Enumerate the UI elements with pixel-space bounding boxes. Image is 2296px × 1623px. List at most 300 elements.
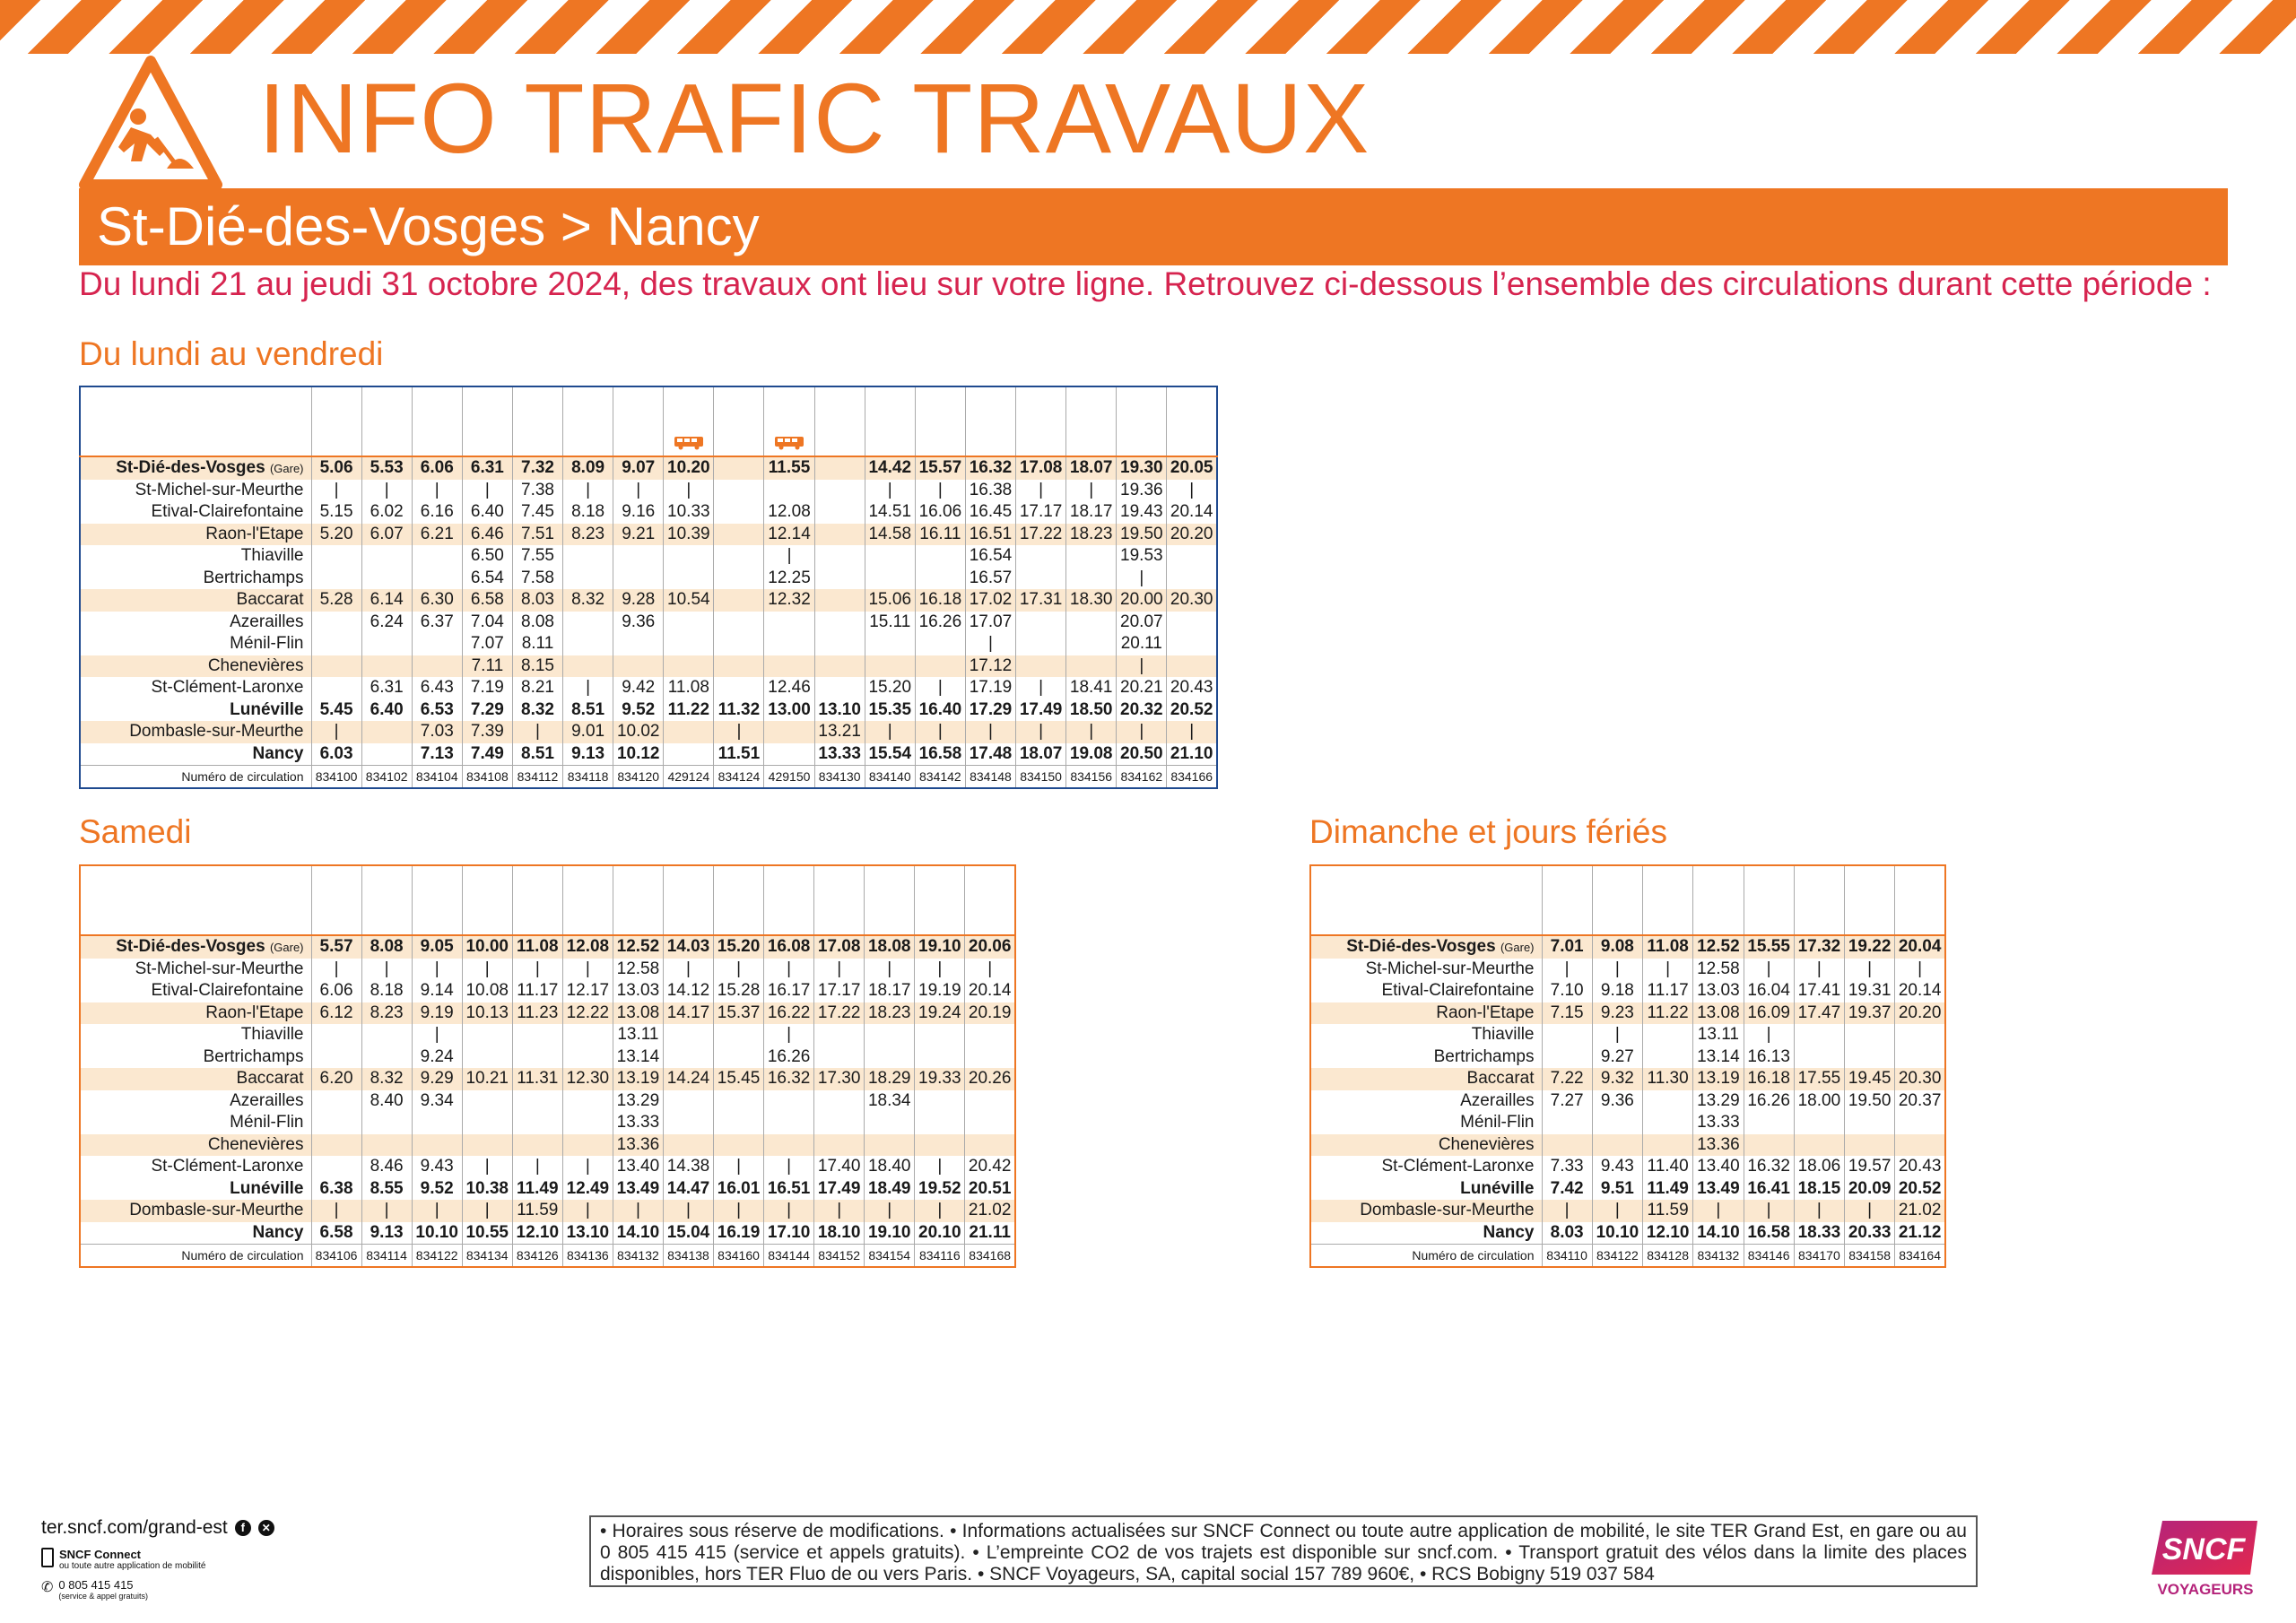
time-cell xyxy=(361,1112,412,1134)
time-cell: 6.38 xyxy=(311,1178,361,1201)
time-cell: 9.52 xyxy=(412,1178,462,1201)
time-cell: 12.08 xyxy=(764,501,814,524)
time-cell: 17.17 xyxy=(1016,501,1066,524)
station-row xyxy=(80,1002,1015,1025)
station-label: Raon-l'Etape xyxy=(205,524,304,543)
time-cell: 17.22 xyxy=(1016,524,1066,546)
time-cell xyxy=(462,1046,512,1069)
time-cell: 11.59 xyxy=(1643,1200,1693,1222)
station-row xyxy=(80,545,1217,568)
time-cell: 19.30 xyxy=(1117,456,1167,480)
time-cell: | xyxy=(965,633,1015,655)
station-label: Ménil-Flin xyxy=(230,1113,304,1133)
time-cell: | xyxy=(563,677,613,699)
time-cell: 11.55 xyxy=(764,456,814,480)
time-cell: 7.58 xyxy=(512,568,562,590)
time-cell: 8.08 xyxy=(361,935,412,959)
route-banner xyxy=(79,188,2228,265)
station-name xyxy=(80,1134,311,1157)
time-cell: 20.37 xyxy=(1895,1090,1945,1113)
station-label: Baccarat xyxy=(236,590,304,610)
time-cell: 10.08 xyxy=(462,980,512,1002)
time-cell: 15.55 xyxy=(1744,935,1794,959)
header-cell xyxy=(663,865,713,935)
time-cell xyxy=(412,545,462,568)
station-label: Bertrichamps xyxy=(203,568,304,587)
time-cell xyxy=(714,1046,764,1069)
header-cell xyxy=(865,865,915,935)
train-number: 834112 xyxy=(512,766,562,789)
time-cell: 13.00 xyxy=(764,699,814,722)
time-cell: 13.29 xyxy=(613,1090,663,1113)
station-row xyxy=(80,524,1217,546)
time-cell: | xyxy=(915,480,965,502)
time-cell xyxy=(664,545,714,568)
time-cell xyxy=(764,1090,814,1113)
time-cell: 9.08 xyxy=(1592,935,1642,959)
time-cell: | xyxy=(1592,1200,1642,1222)
time-cell: 20.30 xyxy=(1167,589,1217,612)
time-cell: 14.58 xyxy=(865,524,915,546)
time-cell: | xyxy=(1744,1200,1794,1222)
time-cell: 20.14 xyxy=(965,980,1015,1002)
time-cell: 7.39 xyxy=(462,721,512,743)
time-cell: 12.46 xyxy=(764,677,814,699)
time-cell xyxy=(1794,1046,1844,1069)
time-cell: 5.45 xyxy=(311,699,361,722)
time-cell: | xyxy=(412,959,462,981)
time-cell: | xyxy=(1845,1200,1895,1222)
time-cell xyxy=(311,677,361,699)
time-cell: | xyxy=(1592,1024,1642,1046)
station-row xyxy=(80,1024,1015,1046)
time-cell xyxy=(663,1046,713,1069)
time-cell xyxy=(814,1134,865,1157)
time-cell: 18.30 xyxy=(1066,589,1117,612)
time-cell: 14.24 xyxy=(663,1068,713,1090)
station-row xyxy=(80,1134,1015,1157)
station-label: Baccarat xyxy=(236,1069,304,1089)
train-number: 834152 xyxy=(814,1245,865,1268)
station-name xyxy=(80,935,311,959)
time-cell: 15.11 xyxy=(865,612,915,634)
header-cell xyxy=(814,865,865,935)
time-cell xyxy=(1592,1112,1642,1134)
time-cell: 19.36 xyxy=(1117,480,1167,502)
time-cell xyxy=(462,1090,512,1113)
station-row xyxy=(80,589,1217,612)
train-number: 834122 xyxy=(412,1245,462,1268)
train-number: 834132 xyxy=(1693,1245,1744,1268)
time-cell: 12.22 xyxy=(562,1002,613,1025)
time-cell xyxy=(664,568,714,590)
facebook-icon[interactable]: f xyxy=(235,1520,251,1536)
time-cell: 13.40 xyxy=(613,1156,663,1178)
header-cell xyxy=(1066,386,1117,456)
time-cell: 7.07 xyxy=(462,633,512,655)
time-cell: 15.54 xyxy=(865,743,915,766)
header-cell xyxy=(613,386,664,456)
station-name xyxy=(1310,1046,1542,1069)
header-cell xyxy=(361,865,412,935)
time-cell: 10.02 xyxy=(613,721,664,743)
time-cell: | xyxy=(412,1024,462,1046)
time-cell: 20.30 xyxy=(1895,1068,1945,1090)
time-cell xyxy=(814,1112,865,1134)
station-name xyxy=(80,1200,311,1222)
time-cell xyxy=(563,633,613,655)
header-blank xyxy=(80,386,311,456)
time-cell xyxy=(1643,1024,1693,1046)
train-number: 834130 xyxy=(814,766,865,789)
time-cell: 8.32 xyxy=(563,589,613,612)
time-cell: 11.22 xyxy=(664,699,714,722)
station-name xyxy=(1310,1112,1542,1134)
time-cell xyxy=(1895,1024,1945,1046)
station-row xyxy=(80,655,1217,678)
time-cell xyxy=(311,612,361,634)
time-cell: 6.06 xyxy=(412,456,462,480)
time-cell: 17.32 xyxy=(1794,935,1844,959)
time-cell: 13.36 xyxy=(1693,1134,1744,1157)
time-cell: 7.49 xyxy=(462,743,512,766)
time-cell: | xyxy=(1066,480,1117,502)
station-row xyxy=(80,980,1015,1002)
time-cell xyxy=(1542,1134,1592,1157)
time-cell xyxy=(1016,568,1066,590)
time-cell: | xyxy=(1643,959,1693,981)
timetable-saturday xyxy=(79,864,1016,1268)
time-cell: | xyxy=(1794,959,1844,981)
time-cell: 19.37 xyxy=(1845,1002,1895,1025)
station-name xyxy=(80,699,311,722)
time-cell xyxy=(664,655,714,678)
time-cell: 19.08 xyxy=(1066,743,1117,766)
time-cell: | xyxy=(412,1200,462,1222)
time-cell xyxy=(361,633,412,655)
time-cell: 17.02 xyxy=(965,589,1015,612)
station-name xyxy=(80,633,311,655)
time-cell xyxy=(714,633,764,655)
time-cell: 14.42 xyxy=(865,456,915,480)
time-cell: | xyxy=(764,1024,814,1046)
station-label: St-Michel-sur-Meurthe xyxy=(135,480,304,499)
time-cell: 13.08 xyxy=(1693,1002,1744,1025)
time-cell: 16.01 xyxy=(714,1178,764,1201)
time-cell xyxy=(915,1134,965,1157)
time-cell xyxy=(1794,1112,1844,1134)
time-cell: 7.27 xyxy=(1542,1090,1592,1113)
time-cell: 14.10 xyxy=(1693,1222,1744,1245)
time-cell: 16.51 xyxy=(764,1178,814,1201)
station-label: Azerailles xyxy=(1460,1090,1535,1110)
time-cell: 13.49 xyxy=(1693,1178,1744,1201)
header-cell xyxy=(915,386,965,456)
station-row xyxy=(80,1178,1015,1201)
time-cell: 11.08 xyxy=(664,677,714,699)
time-cell: 20.43 xyxy=(1895,1156,1945,1178)
time-cell: 8.03 xyxy=(1542,1222,1592,1245)
header-cell xyxy=(512,386,562,456)
station-row xyxy=(1310,1002,1945,1025)
station-name xyxy=(80,524,311,546)
time-cell xyxy=(462,1134,512,1157)
header-cell xyxy=(714,386,764,456)
time-cell: 20.33 xyxy=(1845,1222,1895,1245)
time-cell: 10.10 xyxy=(1592,1222,1642,1245)
time-cell: 13.14 xyxy=(1693,1046,1744,1069)
time-cell: 11.08 xyxy=(1643,935,1693,959)
time-cell: | xyxy=(764,1156,814,1178)
time-cell: 10.13 xyxy=(462,1002,512,1025)
time-cell xyxy=(412,633,462,655)
time-cell: 13.11 xyxy=(613,1024,663,1046)
time-cell: | xyxy=(764,959,814,981)
time-cell xyxy=(865,1134,915,1157)
time-cell xyxy=(1167,545,1217,568)
time-cell: 8.32 xyxy=(512,699,562,722)
time-cell: 5.57 xyxy=(311,935,361,959)
station-row xyxy=(80,721,1217,743)
time-cell: 18.29 xyxy=(865,1068,915,1090)
time-cell xyxy=(714,677,764,699)
time-cell xyxy=(361,721,412,743)
time-cell xyxy=(1167,633,1217,655)
time-cell: 20.42 xyxy=(965,1156,1015,1178)
time-cell: 12.52 xyxy=(613,935,663,959)
time-cell: 13.03 xyxy=(613,980,663,1002)
time-cell: 13.40 xyxy=(1693,1156,1744,1178)
time-cell: 16.26 xyxy=(764,1046,814,1069)
time-cell: | xyxy=(915,959,965,981)
time-cell: 19.50 xyxy=(1117,524,1167,546)
time-cell xyxy=(664,721,714,743)
time-cell: 9.34 xyxy=(412,1090,462,1113)
time-cell xyxy=(865,655,915,678)
station-label: St-Michel-sur-Meurthe xyxy=(135,959,304,978)
time-cell: 9.18 xyxy=(1592,980,1642,1002)
phone-subtitle: (service & appel gratuits) xyxy=(58,1592,148,1601)
header-cell xyxy=(1794,865,1844,935)
time-cell: 20.43 xyxy=(1167,677,1217,699)
time-cell: 12.14 xyxy=(764,524,814,546)
time-cell xyxy=(965,1046,1015,1069)
time-cell xyxy=(663,1134,713,1157)
time-cell: 16.57 xyxy=(965,568,1015,590)
header-cell xyxy=(1895,865,1945,935)
time-cell: 8.21 xyxy=(512,677,562,699)
station-row xyxy=(80,501,1217,524)
time-cell xyxy=(714,568,764,590)
train-number: 834144 xyxy=(764,1245,814,1268)
header-cell xyxy=(412,865,462,935)
time-cell: 9.14 xyxy=(412,980,462,1002)
time-cell: 19.57 xyxy=(1845,1156,1895,1178)
station-label: Raon-l'Etape xyxy=(1436,1002,1535,1022)
station-row xyxy=(1310,1222,1945,1245)
header-cell xyxy=(764,386,814,456)
time-cell: | xyxy=(965,959,1015,981)
time-cell xyxy=(1643,1112,1693,1134)
time-cell: | xyxy=(1117,568,1167,590)
train-number: 834162 xyxy=(1117,766,1167,789)
header-cell xyxy=(1167,386,1217,456)
train-number: 834134 xyxy=(462,1245,512,1268)
time-cell: 17.48 xyxy=(965,743,1015,766)
website-link[interactable]: ter.sncf.com/grand-est xyxy=(41,1517,228,1538)
time-cell: 5.20 xyxy=(311,524,361,546)
time-cell xyxy=(814,456,865,480)
time-cell: 20.52 xyxy=(1167,699,1217,722)
time-cell xyxy=(562,1112,613,1134)
time-cell: 18.08 xyxy=(865,935,915,959)
time-cell: 9.36 xyxy=(1592,1090,1642,1113)
time-cell xyxy=(663,1112,713,1134)
station-name xyxy=(80,568,311,590)
time-cell: 7.10 xyxy=(1542,980,1592,1002)
time-cell xyxy=(562,1134,613,1157)
time-cell: 13.21 xyxy=(814,721,865,743)
time-cell: 11.31 xyxy=(512,1068,562,1090)
time-cell: 15.20 xyxy=(714,935,764,959)
time-cell: 13.19 xyxy=(613,1068,663,1090)
time-cell: 12.10 xyxy=(512,1222,562,1245)
time-cell: 21.12 xyxy=(1895,1222,1945,1245)
phone-app-icon xyxy=(41,1548,54,1567)
station-label: St-Clément-Laronxe xyxy=(151,678,304,698)
station-label: Chenevières xyxy=(207,1134,304,1154)
x-icon[interactable]: ✕ xyxy=(258,1520,274,1536)
time-cell xyxy=(311,545,361,568)
time-cell: 13.33 xyxy=(814,743,865,766)
time-cell xyxy=(1066,655,1117,678)
train-number: 834114 xyxy=(361,1245,412,1268)
train-number: 834148 xyxy=(965,766,1015,789)
train-number: 834160 xyxy=(714,1245,764,1268)
time-cell: 20.26 xyxy=(965,1068,1015,1090)
station-label: Nancy xyxy=(252,743,304,763)
time-cell xyxy=(865,1024,915,1046)
time-cell: 14.10 xyxy=(613,1222,663,1245)
time-cell: 12.58 xyxy=(1693,959,1744,981)
time-cell xyxy=(412,568,462,590)
station-name xyxy=(80,456,311,480)
time-cell: 20.50 xyxy=(1117,743,1167,766)
time-cell: 7.22 xyxy=(1542,1068,1592,1090)
time-cell: 8.23 xyxy=(563,524,613,546)
time-cell xyxy=(764,1134,814,1157)
time-cell xyxy=(764,1112,814,1134)
time-cell: 11.40 xyxy=(1643,1156,1693,1178)
station-row xyxy=(1310,1134,1945,1157)
time-cell: 7.33 xyxy=(1542,1156,1592,1178)
header-cell xyxy=(311,865,361,935)
station-row xyxy=(80,480,1217,502)
time-cell xyxy=(1845,1112,1895,1134)
header-cell xyxy=(462,865,512,935)
train-number: 834138 xyxy=(663,1245,713,1268)
time-cell: 18.33 xyxy=(1794,1222,1844,1245)
time-cell: 17.47 xyxy=(1794,1002,1844,1025)
time-cell xyxy=(714,1134,764,1157)
station-name xyxy=(80,1112,311,1134)
time-cell: 20.20 xyxy=(1167,524,1217,546)
time-cell: | xyxy=(915,677,965,699)
time-cell: 11.49 xyxy=(512,1178,562,1201)
time-cell xyxy=(563,568,613,590)
time-cell: 20.19 xyxy=(965,1002,1015,1025)
time-cell xyxy=(512,1090,562,1113)
time-cell: 10.00 xyxy=(462,935,512,959)
time-cell: 12.17 xyxy=(562,980,613,1002)
train-number: 834150 xyxy=(1016,766,1066,789)
station-row xyxy=(1310,1090,1945,1113)
time-cell: 12.52 xyxy=(1693,935,1744,959)
time-cell: 5.28 xyxy=(311,589,361,612)
time-cell: 11.32 xyxy=(714,699,764,722)
station-row xyxy=(80,1112,1015,1134)
station-row xyxy=(80,935,1015,959)
time-cell: 9.36 xyxy=(613,612,664,634)
header-cell xyxy=(311,386,361,456)
time-cell xyxy=(714,456,764,480)
time-cell: 8.03 xyxy=(512,589,562,612)
station-name xyxy=(80,655,311,678)
time-cell: 17.30 xyxy=(814,1068,865,1090)
time-cell xyxy=(764,655,814,678)
time-cell xyxy=(512,1134,562,1157)
time-cell: | xyxy=(1794,1200,1844,1222)
time-cell: 18.49 xyxy=(865,1178,915,1201)
station-row xyxy=(1310,1068,1945,1090)
time-cell: 11.30 xyxy=(1643,1068,1693,1090)
time-cell: | xyxy=(311,721,361,743)
station-label: Chenevières xyxy=(207,655,304,675)
time-cell: | xyxy=(1117,721,1167,743)
time-cell: 17.49 xyxy=(1016,699,1066,722)
time-cell: | xyxy=(814,1200,865,1222)
time-cell: 16.32 xyxy=(1744,1156,1794,1178)
header-cell xyxy=(1744,865,1794,935)
station-label: Raon-l'Etape xyxy=(205,1002,304,1022)
time-cell: 19.53 xyxy=(1117,545,1167,568)
time-cell: 13.11 xyxy=(1693,1024,1744,1046)
time-cell: | xyxy=(361,959,412,981)
time-cell: 19.52 xyxy=(915,1178,965,1201)
time-cell: 6.20 xyxy=(311,1068,361,1090)
time-cell xyxy=(714,480,764,502)
header-cell xyxy=(965,386,1015,456)
time-cell xyxy=(1895,1046,1945,1069)
time-cell xyxy=(1016,655,1066,678)
time-cell: 20.32 xyxy=(1117,699,1167,722)
time-cell: 6.06 xyxy=(311,980,361,1002)
station-label: Azerailles xyxy=(230,612,304,631)
time-cell: 21.11 xyxy=(965,1222,1015,1245)
time-cell: 12.58 xyxy=(613,959,663,981)
time-cell: 8.55 xyxy=(361,1178,412,1201)
time-cell: 11.17 xyxy=(512,980,562,1002)
header-cell xyxy=(412,386,462,456)
train-number: 834122 xyxy=(1592,1245,1642,1268)
time-cell: 16.04 xyxy=(1744,980,1794,1002)
time-cell: 7.11 xyxy=(462,655,512,678)
station-row xyxy=(1310,1200,1945,1222)
time-cell xyxy=(764,743,814,766)
station-row xyxy=(1310,1046,1945,1069)
time-cell: 16.18 xyxy=(1744,1068,1794,1090)
time-cell xyxy=(1016,612,1066,634)
